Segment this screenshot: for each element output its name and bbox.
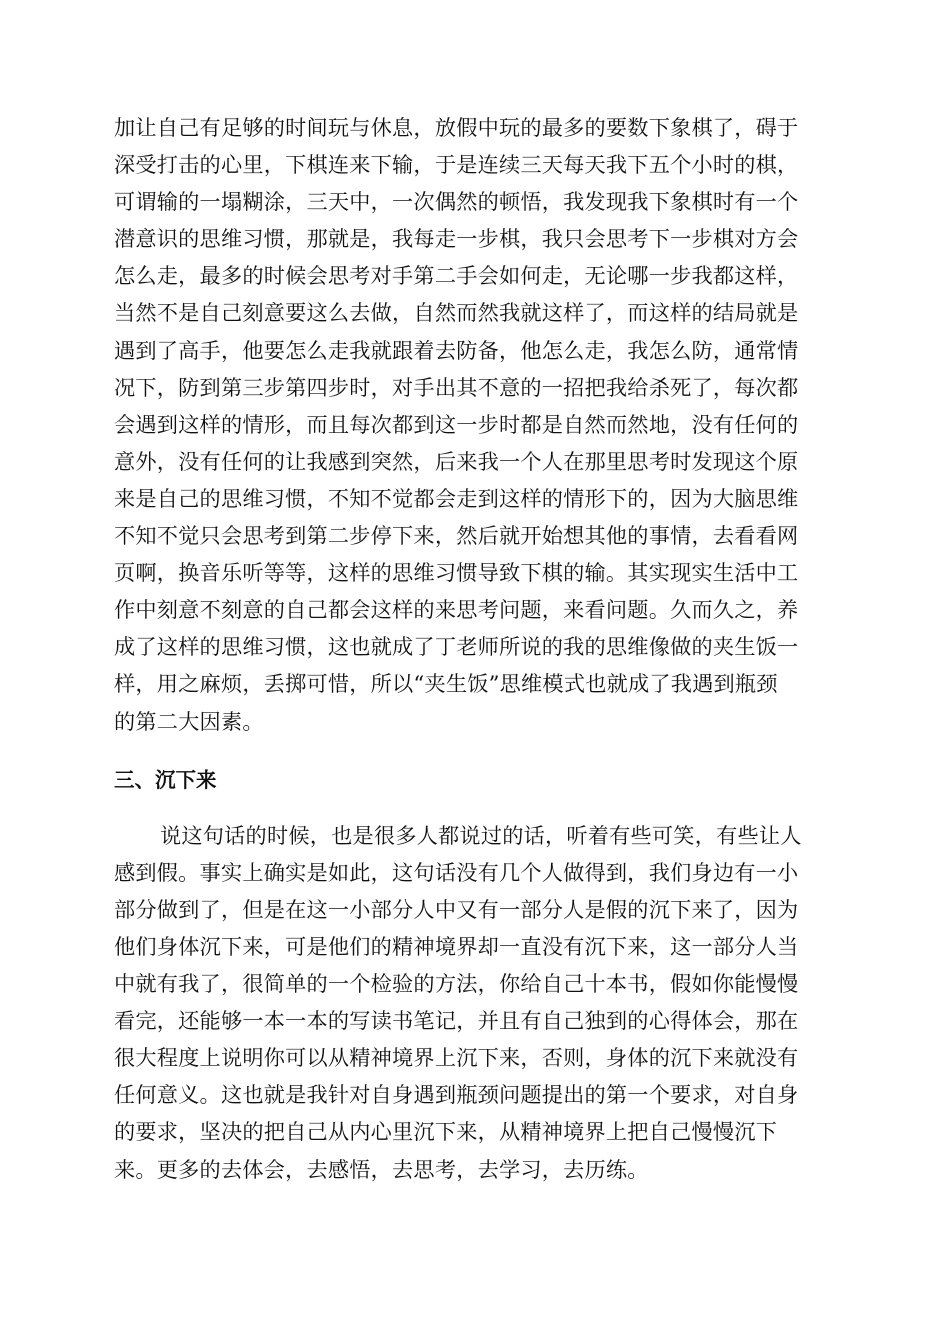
text-line: 他们身体沉下来，可是他们的精神境界却一直没有沉下来，这一部分人当 [114, 933, 799, 959]
text-line: 样，用之麻烦，丢掷可惜，所以“夹生饭”思维模式也就成了我遇到瓶颈 [114, 671, 778, 697]
document-page [114, 109, 836, 1188]
text-line: 看完，还能够一本一本的写读书笔记，并且有自己独到的心得体会，那在 [114, 1008, 799, 1034]
text-line: 来。更多的去体会，去感悟，去思考，去学习，去历练。 [114, 1156, 649, 1182]
text-line: 加让自己有足够的时间玩与休息，放假中玩的最多的要数下象棋了，碍于 [114, 115, 799, 140]
paragraph-body-2 [114, 817, 836, 1188]
text-line: 感到假。事实上确实是如此，这句话没有几个人做得到，我们身边有一小 [114, 859, 799, 885]
section-heading: 三、沉下来 [114, 767, 217, 792]
text-line: 意外，没有任何的让我感到突然，后来我一个人在那里思考时发现这个原 [114, 448, 799, 474]
text-line: 部分做到了，但是在这一小部分人中又有一部分人是假的沉下来了，因为 [114, 896, 799, 922]
text-line: 页啊，换音乐听等等，这样的思维习惯导致下棋的输。其实现实生活中工 [114, 560, 799, 586]
text-line: 当然不是自己刻意要这么去做，自然而然我就这样了，而这样的结局就是 [114, 300, 799, 326]
text-line: 会遇到这样的情形，而且每次都到这一步时都是自然而然地，没有任何的 [114, 411, 799, 437]
paragraph-body-1 [114, 109, 836, 740]
text-line: 的要求，坚决的把自己从内心里沉下来，从精神境界上把自己慢慢沉下 [114, 1119, 778, 1145]
text-line: 况下，防到第三步第四步时，对手出其不意的一招把我给杀死了，每次都 [114, 374, 799, 400]
text-line: 可谓输的一塌糊涂，三天中，一次偶然的顿悟，我发现我下象棋时有一个 [114, 189, 799, 215]
text-line: 中就有我了，很简单的一个检验的方法，你给自己十本书，假如你能慢慢 [114, 971, 799, 997]
text-line: 成了这样的思维习惯，这也就成了丁老师所说的我的思维像做的夹生饭一 [114, 634, 799, 660]
text-line: 遇到了高手，他要怎么走我就跟着去防备，他怎么走，我怎么防，通常情 [114, 337, 799, 363]
text-line: 不知不觉只会思考到第二步停下来，然后就开始想其他的事情，去看看网 [114, 523, 799, 549]
text-line: 作中刻意不刻意的自己都会这样的来思考问题，来看问题。久而久之，养 [114, 597, 799, 623]
text-line: 怎么走，最多的时候会思考对手第二手会如何走，无论哪一步我都这样， [114, 263, 799, 289]
text-line: 任何意义。这也就是我针对自身遇到瓶颈问题提出的第一个要求，对自身 [114, 1082, 799, 1108]
text-line: 深受打击的心里，下棋连来下输，于是连续三天每天我下五个小时的棋， [114, 152, 799, 178]
text-line: 很大程度上说明你可以从精神境界上沉下来，否则，身体的沉下来就没有 [114, 1045, 799, 1071]
text-line: 说这句话的时候，也是很多人都说过的话，听着有些可笑，有些让人 [160, 822, 802, 848]
text-line: 来是自己的思维习惯，不知不觉都会走到这样的情形下的，因为大脑思维 [114, 485, 799, 511]
text-line: 的第二大因素。 [114, 708, 264, 734]
text-line: 潜意识的思维习惯，那就是，我每走一步棋，我只会思考下一步棋对方会 [114, 226, 799, 252]
